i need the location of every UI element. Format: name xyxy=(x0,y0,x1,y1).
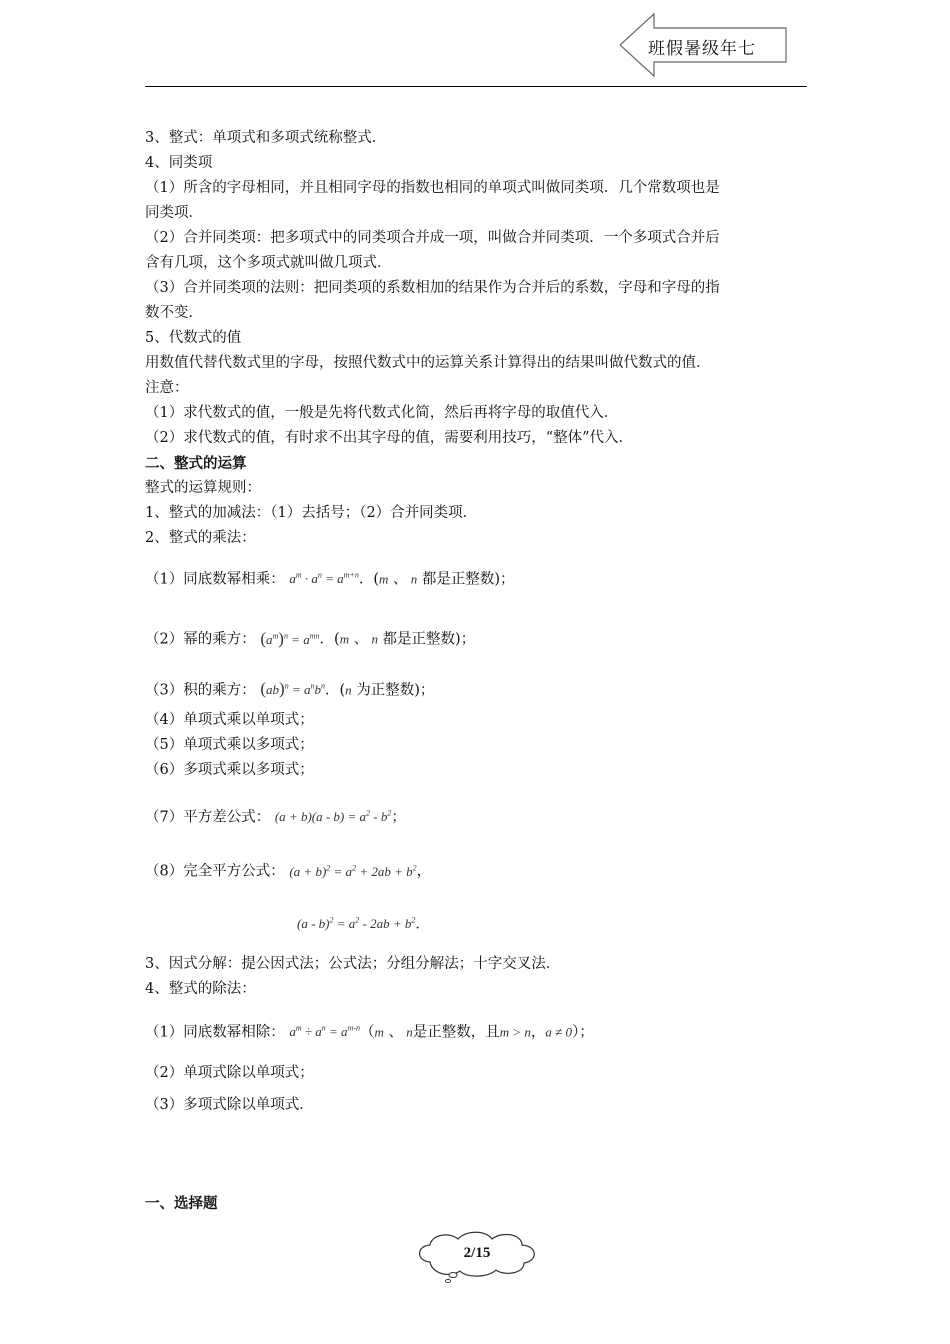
formula: $(a - b)^2 = a^2 - 2ab + b^2$ xyxy=(297,915,416,931)
section-heading-exercise: 一、选择题 xyxy=(145,1195,218,1213)
text-line: （6）多项式乘以多项式； xyxy=(145,761,314,778)
rule-difference-of-squares: （7）平方差公式： $(a + b)(a - b) = a^2 - b^2$； xyxy=(145,808,406,826)
page-number: 2/15 xyxy=(463,1245,491,1261)
text-line: 数不变． xyxy=(145,305,203,321)
rule-power-of-product: （3）积的乘方： $(ab)^n = a^nb^n$．(n 为正整数)； xyxy=(145,678,435,698)
text-line: （3）多项式除以单项式． xyxy=(145,1097,314,1114)
rule-power-of-power: （2）幂的乘方： $(a^m)^n = a^{mn}$．(m 、 n 都是正整数)； xyxy=(145,628,476,648)
text-line: 注意： xyxy=(145,380,189,396)
text-line: 含有几项，这个多项式就叫做几项式． xyxy=(145,255,392,271)
rule-multiply-powers: （1）同底数幂相乘： $a^m \cdot a^n = a^{m+n}$．(m 、 n 都是正整数)； xyxy=(145,571,515,588)
text-line: 同类项． xyxy=(145,205,203,221)
formula: $(a^m)^n = a^{mn}$ xyxy=(260,628,320,648)
section-heading: 二、整式的运算 xyxy=(145,455,247,472)
text-line: 3、因式分解：提公因式法；公式法；分组分解法；十字交叉法． xyxy=(145,955,561,972)
formula: $(a + b)^2 = a^2 + 2ab + b^2$ xyxy=(289,863,417,879)
header-rule xyxy=(145,86,807,87)
text-line: 4、整式的除法： xyxy=(145,980,256,997)
rule-perfect-square-minus: $(a - b)^2 = a^2 - 2ab + b^2$． xyxy=(297,915,430,932)
formula: $(a + b)(a - b) = a^2 - b^2$ xyxy=(274,808,392,825)
text-line: 4、同类项 xyxy=(145,155,213,171)
main-content xyxy=(145,126,810,1216)
page-footer xyxy=(412,1228,542,1284)
text-line: （2）求代数式的值，有时求不出其字母的值，需要利用技巧，“整体”代入． xyxy=(145,430,634,446)
text-line: （3）合并同类项的法则：把同类项的系数相加的结果作为合并后的系数，字母和字母的指 xyxy=(145,280,720,296)
text-line: （5）单项式乘以多项式； xyxy=(145,736,314,753)
formula: $a^m \cdot a^n = a^{m+n}$ xyxy=(289,571,359,587)
text-line: 整式的运算规则： xyxy=(145,480,261,496)
text-line: 1、整式的加减法：（1）去括号；（2）合并同类项． xyxy=(145,505,478,521)
rule-divide-powers: （1）同底数幂相除： $a^m \div a^n = a^{m-n}(m$ 、 n是正整数，且m > n，a ≠ 0）； xyxy=(145,1023,594,1041)
text-line: （1）所含的字母相同，并且相同字母的指数也相同的单项式叫做同类项．几个常数项也是 xyxy=(145,180,720,196)
formula: $a^m \div a^n = a^{m-n}$ xyxy=(289,1023,360,1040)
text-line: 2、整式的乘法： xyxy=(145,530,256,546)
text-line: （2）单项式除以单项式； xyxy=(145,1065,314,1082)
text-line: （2）合并同类项：把多项式中的同类项合并成一项，叫做合并同类项．一个多项式合并后 xyxy=(145,230,720,246)
text-line: 3、整式：单项式和多项式统称整式． xyxy=(145,130,387,146)
text-line: （4）单项式乘以单项式； xyxy=(145,711,314,728)
rule-perfect-square: （8）完全平方公式： $(a + b)^2 = a^2 + 2ab + b^2$， xyxy=(145,863,432,880)
header-tag-text: 班假暑级年七 xyxy=(648,39,756,59)
header-tag xyxy=(620,12,788,78)
formula: $(ab)^n = a^nb^n$ xyxy=(260,678,325,698)
text-line: 用数值代替代数式里的字母，按照代数式中的运算关系计算得出的结果叫做代数式的值． xyxy=(145,355,711,371)
text-line: （1）求代数式的值，一般是先将代数式化简，然后再将字母的取值代入． xyxy=(145,405,619,421)
text-line: 5、代数式的值 xyxy=(145,330,242,346)
